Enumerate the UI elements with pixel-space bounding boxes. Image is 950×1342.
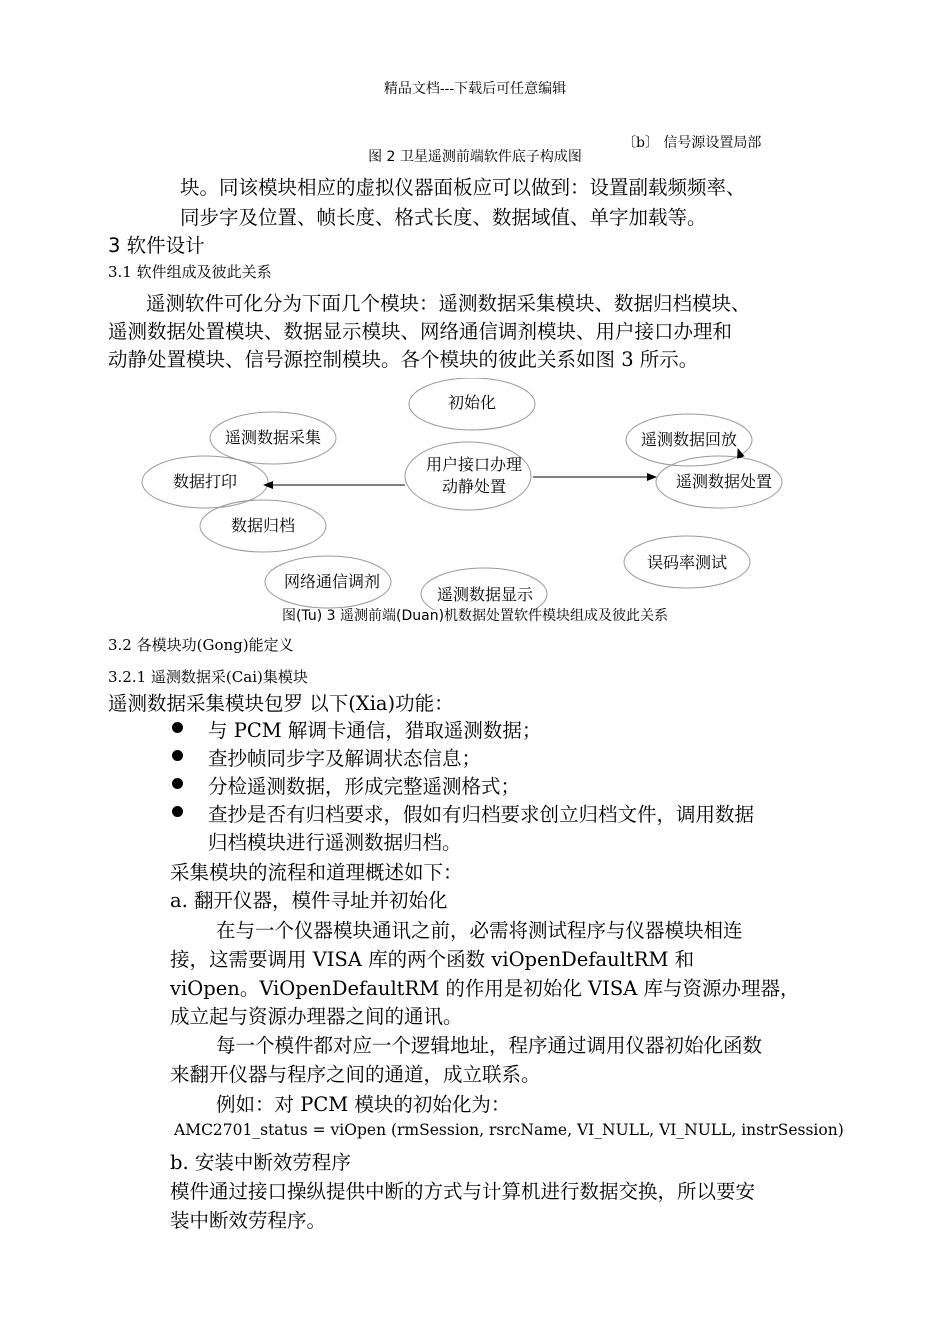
step-a-para-2-line-1: 每一个模件都对应一个逻辑地址，程序通过调用仪器初始化函数 (216, 1034, 763, 1057)
intro-line-2: 同步字及位置、帧长度、格式长度、数据域值、单字加载等。 (180, 206, 707, 229)
section-3-1-para-line-1: 遥测软件可化分为下面几个模块：遥测数据采集模块、数据归档模块、 (146, 292, 751, 315)
node-display-label: 遥测数据显示 (436, 585, 534, 604)
bullet-item-4: 查抄是否有归档要求，假如有归档要求创立归档文件，调用数据 (208, 803, 755, 826)
step-a-para-1-line-3: viOpen。ViOpenDefaultRM 的作用是初始化 VISA 库与资源办理器， (170, 977, 800, 1000)
node-playback-label: 遥测数据回放 (640, 430, 738, 449)
module-relationship-diagram (0, 378, 950, 610)
section-3-1-para-line-3: 动静处置模块、信号源控制模块。各个模块的彼此关系如图 3 所示。 (108, 348, 699, 371)
bullet-item-4-continued: 归档模块进行遥测数据归档。 (208, 831, 462, 854)
section-3-2-heading: 3.2 各模块功(Gong)能定义 (108, 636, 294, 654)
step-a-heading: a. 翻开仪器，模件寻址并初始化 (170, 889, 448, 912)
figure-b-caption: 〔b〕 信号源设置局部 (622, 135, 762, 151)
step-a-para-1-line-4: 成立起与资源办理器之间的通讯。 (170, 1005, 463, 1028)
node-process-label: 遥测数据处置 (675, 472, 773, 491)
node-ui (405, 442, 531, 510)
node-ui-label-line-2: 动静处置 (441, 477, 507, 496)
step-a-para-1-line-1: 在与一个仪器模块通讯之前，必需将测试程序与仪器模块相连 (216, 919, 743, 942)
node-network-label: 网络通信调剂 (283, 572, 381, 591)
node-ber-label: 误码率测试 (646, 553, 728, 572)
intro-line-1: 块。同该模块相应的虚拟仪器面板应可以做到：设置副载频频率、 (180, 176, 746, 199)
flow-intro: 采集模块的流程和道理概述如下： (170, 861, 463, 884)
section-3-1-para-line-2: 遥测数据处置模块、数据显示模块、网络通信调剂模块、用户接口办理和 (108, 320, 733, 343)
node-ui-label-line-1: 用户接口办理 (425, 455, 523, 474)
node-archive-label: 数据归档 (230, 516, 296, 535)
section-3-heading: 3 软件设计 (108, 234, 205, 257)
figure-3-caption: 图(Tu) 3 遥测前端(Duan)机数据处置软件模块组成及彼此关系 (281, 608, 669, 624)
bullet-marker (172, 778, 183, 789)
step-b-para-line-1: 模件通过接口操纵提供中断的方式与计算机进行数据交换，所以要安 (170, 1180, 756, 1203)
step-b-heading: b. 安装中断效劳程序 (170, 1151, 351, 1174)
step-a-para-1-line-2: 接，这需要调用 VISA 库的两个函数 viOpenDefaultRM 和 (170, 948, 695, 971)
node-print-label: 数据打印 (172, 472, 238, 491)
page-header: 精品文档---下载后可任意编辑 (383, 81, 567, 97)
bullet-item-1: 与 PCM 解调卡通信，猎取遥测数据； (208, 719, 542, 742)
step-b-para-line-2: 装中断效劳程序。 (170, 1209, 327, 1232)
bullet-item-2: 查抄帧同步字及解调状态信息； (208, 747, 482, 770)
section-3-1-heading: 3.1 软件组成及彼此关系 (108, 263, 272, 281)
node-collect-label: 遥测数据采集 (224, 428, 322, 447)
bullet-marker (172, 750, 183, 761)
step-a-example: 例如：对 PCM 模块的初始化为： (216, 1093, 511, 1116)
step-a-para-2-line-2: 来翻开仪器与程序之间的通道，成立联系。 (170, 1063, 541, 1086)
section-3-2-1-heading: 3.2.1 遥测数据采(Cai)集模块 (108, 668, 308, 686)
code-example: AMC2701_status = viOpen (rmSession, rsrcName, VI_NULL, VI_NULL, instrSession) (174, 1121, 844, 1139)
bullet-item-3: 分检遥测数据，形成完整遥测格式； (208, 775, 521, 798)
figure-2-caption: 图 2 卫星遥测前端软件底子构成图 (368, 149, 582, 165)
bullet-marker (172, 722, 183, 733)
section-3-2-1-intro: 遥测数据采集模块包罗 以下(Xia)功能： (108, 692, 454, 715)
bullet-marker (172, 806, 183, 817)
node-init-label: 初始化 (447, 393, 497, 412)
